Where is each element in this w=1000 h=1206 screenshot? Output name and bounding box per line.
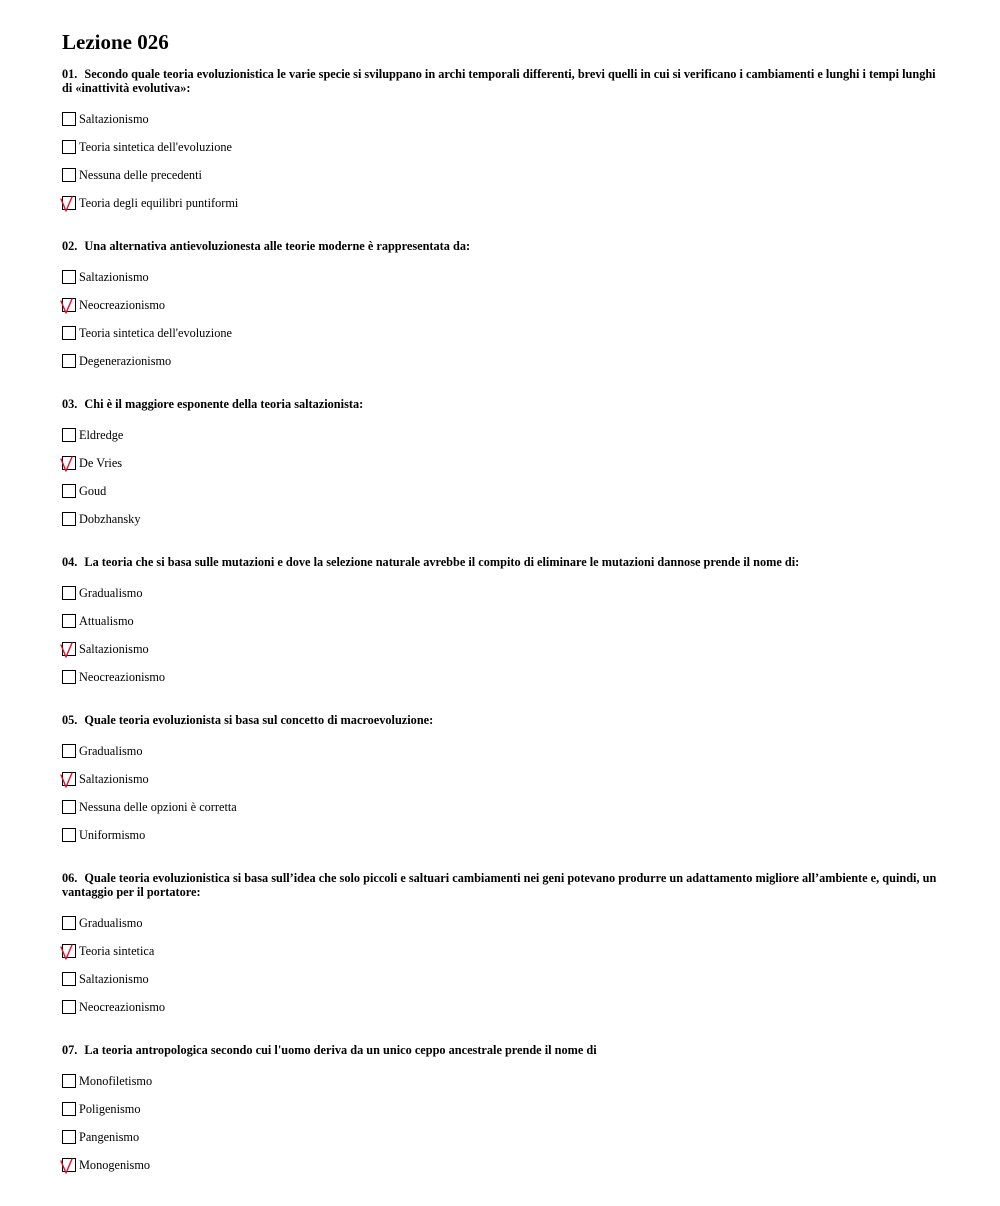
answer-option[interactable]: [62, 477, 942, 505]
answer-option[interactable]: [62, 105, 942, 133]
question-block: [62, 239, 942, 375]
checkbox[interactable]: [62, 112, 76, 126]
answer-option[interactable]: [62, 737, 942, 765]
answer-option[interactable]: [62, 993, 942, 1021]
checkbox[interactable]: [62, 428, 76, 442]
question-text: [62, 1043, 942, 1057]
answer-option-label: Goud: [79, 484, 107, 498]
question-number: 06.: [62, 871, 78, 885]
question-block: [62, 871, 942, 1021]
checkbox[interactable]: [62, 326, 76, 340]
checkbox[interactable]: [62, 140, 76, 154]
answer-option-label: Saltazionismo: [79, 112, 149, 126]
checkbox[interactable]: [62, 1102, 76, 1116]
check-mark-icon: [60, 943, 78, 963]
checkbox[interactable]: [62, 916, 76, 930]
answer-option-label: Gradualismo: [79, 744, 143, 758]
question-number: 03.: [62, 397, 78, 411]
question-prompt: Una alternativa antievoluzionesta alle teorie moderne è rappresentata da:: [84, 239, 471, 253]
checkbox[interactable]: [62, 512, 76, 526]
question-block: [62, 713, 942, 849]
question-prompt: Chi è il maggiore esponente della teoria saltazionista:: [84, 397, 364, 411]
page-title: Lezione 026: [62, 30, 169, 54]
answer-option-label: Teoria sintetica dell'evoluzione: [79, 326, 232, 340]
answer-option-label: Teoria sintetica dell'evoluzione: [79, 140, 232, 154]
question-number: 02.: [62, 239, 78, 253]
checkbox[interactable]: [62, 1074, 76, 1088]
answer-option-label: Uniformismo: [79, 828, 146, 842]
question-prompt: Quale teoria evoluzionistica si basa sull’idea che solo piccoli e saltuari cambiamenti nei geni potevano produrre un adattamento migliore all’ambiente e, quindi, un vantaggio per il portatore:: [62, 871, 937, 899]
answer-option-label: Saltazionismo: [79, 642, 149, 656]
question-block: [62, 1043, 942, 1179]
answer-option[interactable]: [62, 291, 942, 319]
question-text: [62, 67, 942, 95]
answer-option[interactable]: [62, 449, 942, 477]
checked-checkbox[interactable]: [62, 944, 76, 958]
checkbox[interactable]: [62, 1000, 76, 1014]
answer-option[interactable]: [62, 821, 942, 849]
question-text: [62, 397, 942, 411]
question-block: [62, 397, 942, 533]
answer-option-label: Degenerazionismo: [79, 354, 172, 368]
answer-option[interactable]: [62, 663, 942, 691]
answer-option[interactable]: [62, 1123, 942, 1151]
answer-option-label: Teoria sintetica: [79, 944, 155, 958]
checked-checkbox[interactable]: [62, 1158, 76, 1172]
question-text: [62, 239, 942, 253]
question-block: [62, 555, 942, 691]
answer-option-label: Poligenismo: [79, 1102, 141, 1116]
answer-option-label: Dobzhansky: [79, 512, 141, 526]
checkbox[interactable]: [62, 484, 76, 498]
question-prompt: Quale teoria evoluzionista si basa sul concetto di macroevoluzione:: [84, 713, 434, 727]
question-list: [62, 67, 942, 1179]
answer-option[interactable]: [62, 505, 942, 533]
answer-option[interactable]: [62, 421, 942, 449]
answer-option[interactable]: [62, 765, 942, 793]
checked-checkbox[interactable]: [62, 772, 76, 786]
answer-option[interactable]: [62, 133, 942, 161]
answer-option[interactable]: [62, 937, 942, 965]
answer-option[interactable]: [62, 965, 942, 993]
answer-option[interactable]: [62, 579, 942, 607]
answer-option[interactable]: [62, 1095, 942, 1123]
checked-checkbox[interactable]: [62, 196, 76, 210]
question-number: 01.: [62, 67, 78, 81]
checked-checkbox[interactable]: [62, 642, 76, 656]
check-mark-icon: [60, 1157, 78, 1177]
answer-option-label: Saltazionismo: [79, 972, 149, 986]
question-text: [62, 713, 942, 727]
document-page: [62, 30, 942, 1201]
answer-option-label: Gradualismo: [79, 916, 143, 930]
question-prompt: La teoria antropologica secondo cui l'uomo deriva da un unico ceppo ancestrale prende il nome di: [84, 1043, 597, 1057]
answer-option[interactable]: [62, 607, 942, 635]
question-number: 04.: [62, 555, 78, 569]
checkbox[interactable]: [62, 972, 76, 986]
answer-option-label: Saltazionismo: [79, 270, 149, 284]
question-text: [62, 871, 942, 899]
check-mark-icon: [60, 455, 78, 475]
question-prompt: La teoria che si basa sulle mutazioni e dove la selezione naturale avrebbe il compito di eliminare le mutazioni dannose prende il nome di:: [84, 555, 800, 569]
answer-option[interactable]: [62, 347, 942, 375]
answer-option-label: Nessuna delle opzioni è corretta: [79, 800, 237, 814]
answer-option-label: Neocreazionismo: [79, 298, 166, 312]
checked-checkbox[interactable]: [62, 298, 76, 312]
check-mark-icon: [60, 771, 78, 791]
checkbox[interactable]: [62, 670, 76, 684]
checkbox[interactable]: [62, 586, 76, 600]
checked-checkbox[interactable]: [62, 456, 76, 470]
answer-option-label: Gradualismo: [79, 586, 143, 600]
question-number: 07.: [62, 1043, 78, 1057]
answer-option-label: De Vries: [79, 456, 123, 470]
checkbox[interactable]: [62, 168, 76, 182]
answer-option[interactable]: [62, 1067, 942, 1095]
checkbox[interactable]: [62, 828, 76, 842]
answer-option[interactable]: [62, 793, 942, 821]
checkbox[interactable]: [62, 1130, 76, 1144]
answer-option[interactable]: [62, 635, 942, 663]
answer-option-label: Monogenismo: [79, 1158, 151, 1172]
answer-option-label: Teoria degli equilibri puntiformi: [79, 196, 239, 210]
check-mark-icon: [60, 195, 78, 215]
answer-option-label: Monofiletismo: [79, 1074, 153, 1088]
answer-option-label: Attualismo: [79, 614, 134, 628]
answer-option[interactable]: [62, 161, 942, 189]
answer-option-label: Nessuna delle precedenti: [79, 168, 202, 182]
check-mark-icon: [60, 641, 78, 661]
checkbox[interactable]: [62, 614, 76, 628]
check-mark-icon: [60, 297, 78, 317]
answer-option[interactable]: [62, 319, 942, 347]
question-prompt: Secondo quale teoria evoluzionistica le varie specie si sviluppano in archi temporali differenti, brevi quelli in cui si verificano i cambiamenti e lunghi i tempi lunghi di «inattività evolutiva»:: [62, 67, 936, 95]
answer-option-label: Neocreazionismo: [79, 670, 166, 684]
checkbox[interactable]: [62, 270, 76, 284]
answer-option[interactable]: [62, 189, 942, 217]
question-block: [62, 67, 942, 217]
answer-option[interactable]: [62, 1151, 942, 1179]
answer-option[interactable]: [62, 909, 942, 937]
checkbox[interactable]: [62, 744, 76, 758]
answer-option-label: Eldredge: [79, 428, 124, 442]
answer-option-label: Saltazionismo: [79, 772, 149, 786]
question-text: [62, 555, 942, 569]
checkbox[interactable]: [62, 354, 76, 368]
answer-option-label: Neocreazionismo: [79, 1000, 166, 1014]
answer-option-label: Pangenismo: [79, 1130, 140, 1144]
answer-option[interactable]: [62, 263, 942, 291]
checkbox[interactable]: [62, 800, 76, 814]
question-number: 05.: [62, 713, 78, 727]
